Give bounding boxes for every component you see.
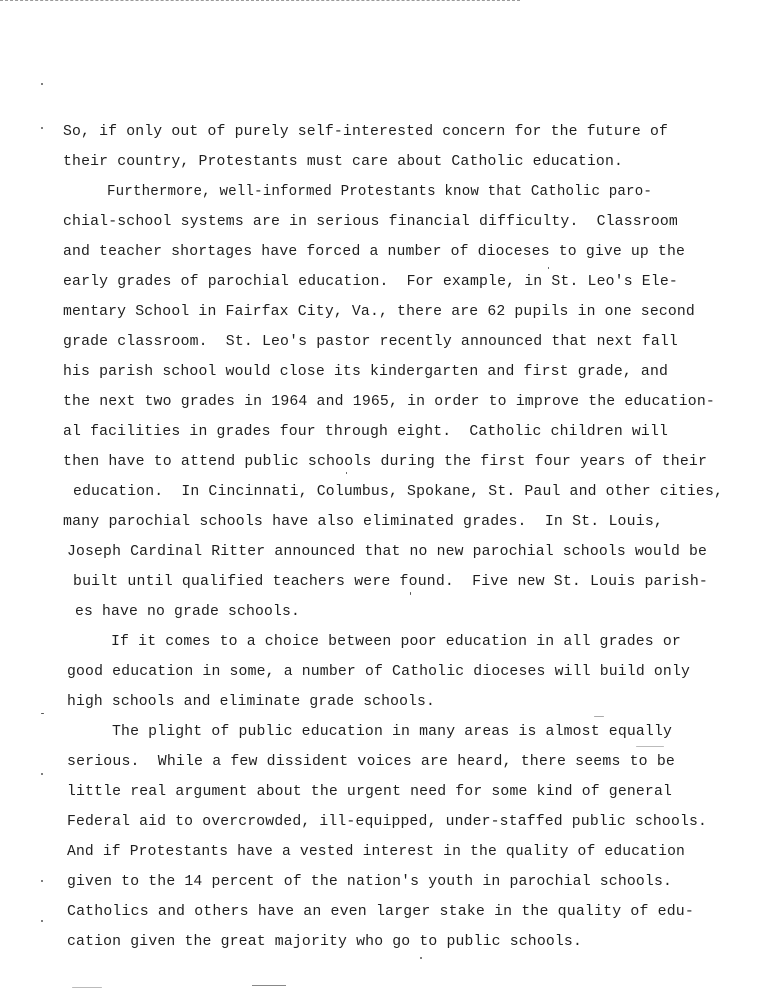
text-line: built until qualified teachers were found. Five new St. Louis parish- [73,574,708,590]
scan-speck [548,267,549,269]
text-line: chial-school systems are in serious financial difficulty. Classroom [63,214,678,230]
text-line: grade classroom. St. Leo's pastor recently announced that next fall [63,334,678,350]
text-line: then have to attend public schools during the first four years of their [63,454,708,470]
scan-speck [636,746,664,747]
top-dashed-rule [0,0,520,1]
text-line: good education in some, a number of Catholic dioceses will build only [67,664,691,680]
text-line: Joseph Cardinal Ritter announced that no new parochial schools would be [67,544,708,560]
text-line: little real argument about the urgent need for some kind of general [67,784,673,800]
text-line: And if Protestants have a vested interest in the quality of education [67,844,686,860]
scan-speck [594,716,604,717]
text-line: early grades of parochial education. For example, in St. Leo's Ele- [63,274,678,290]
text-line: and teacher shortages have forced a number of dioceses to give up the [63,244,685,260]
scan-speck [41,920,43,922]
text-line: serious. While a few dissident voices are heard, there seems to be [67,754,675,770]
text-line: mentary School in Fairfax City, Va., there are 62 pupils in one second [63,304,695,320]
text-line: The plight of public education in many areas is almost equally [112,724,673,740]
text-line: If it comes to a choice between poor education in all grades or [111,634,681,650]
text-line: the next two grades in 1964 and 1965, in order to improve the education- [63,394,715,410]
text-line: high schools and eliminate grade schools. [67,694,436,710]
text-line: his parish school would close its kindergarten and first grade, and [63,364,669,380]
text-line: Catholics and others have an even larger stake in the quality of edu- [67,904,694,920]
text-line: al facilities in grades four through eight. Catholic children will [63,424,669,440]
text-line: So, if only out of purely self-interested concern for the future of [63,124,669,140]
text-line: given to the 14 percent of the nation's youth in parochial schools. [67,874,673,890]
text-line: Furthermore, well-informed Protestants know that Catholic paro- [107,184,653,200]
text-line: es have no grade schools. [75,604,300,620]
scan-speck [346,472,347,474]
scan-speck [41,880,43,882]
bottom-rule [252,985,286,986]
scan-speck [420,957,422,959]
text-line: many parochial schools have also eliminated grades. In St. Louis, [63,514,664,530]
text-line: education. In Cincinnati, Columbus, Spokane, St. Paul and other cities, [73,484,724,500]
scan-speck [72,987,102,988]
text-line: cation given the great majority who go to public schools. [67,934,583,950]
scan-speck [41,83,43,85]
scan-speck [410,592,411,595]
text-line: their country, Protestants must care about Catholic education. [63,154,624,170]
text-line: Federal aid to overcrowded, ill-equipped, under-staffed public schools. [67,814,708,830]
scan-speck [41,713,44,714]
scan-speck [41,773,43,775]
scan-speck [41,127,43,129]
